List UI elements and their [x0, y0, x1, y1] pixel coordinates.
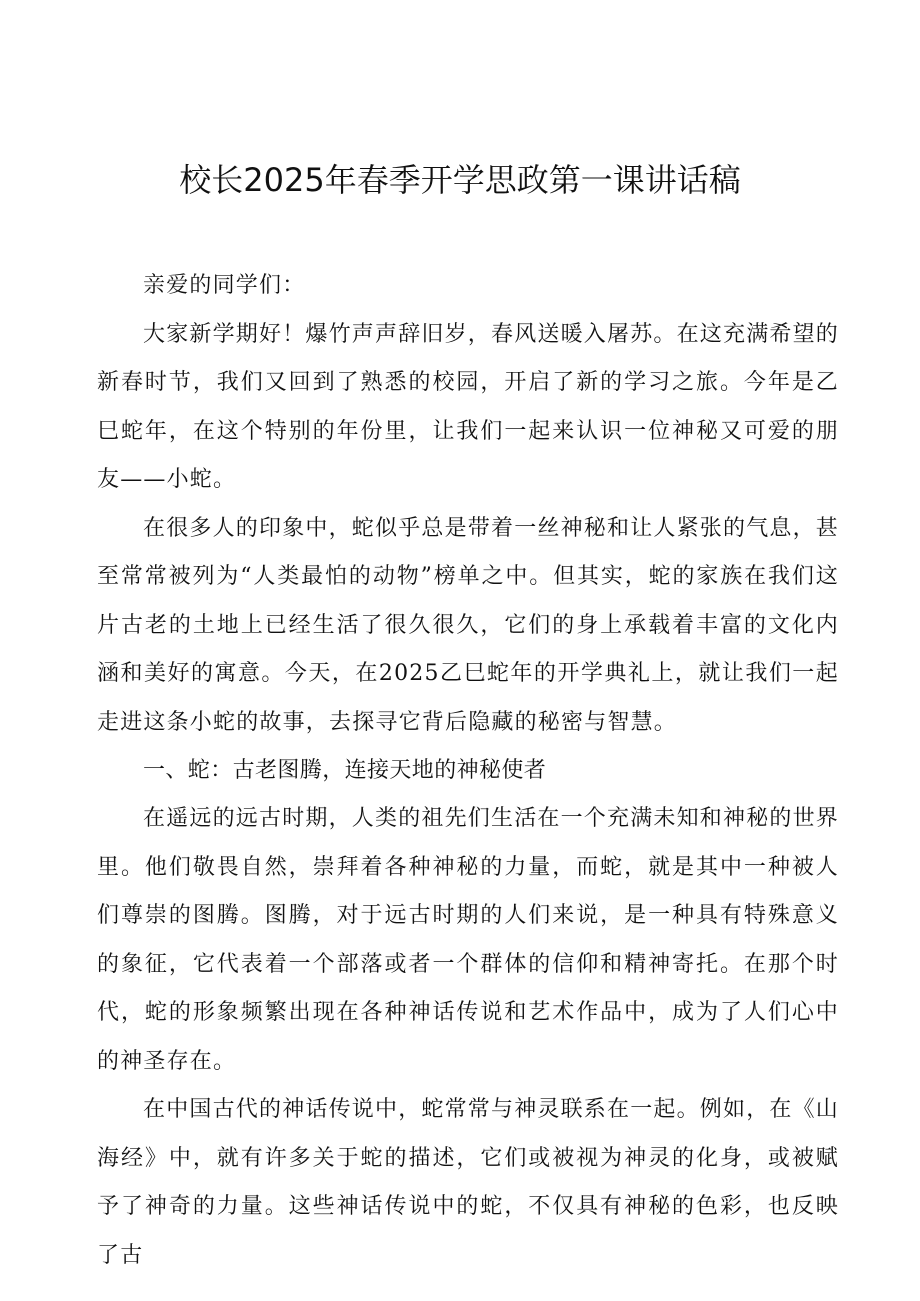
- section-heading: 一、蛇：古老图腾，连接天地的神秘使者: [143, 758, 547, 783]
- greeting: 亲爱的同学们：: [143, 273, 306, 298]
- paragraph-2: 在很多人的印象中，蛇似乎总是带着一丝神秘和让人紧张的气息，甚至常常被列为“人类最怕的动物”榜单之中。但其实，蛇的家族在我们这片古老的土地上已经生活了很久很久，它们的身上承载着丰富的文化内涵和美好的寓意。今天，在2025乙巳蛇年的开学典礼上，就让我们一起走进这条小蛇的故事，去探寻它背后隐藏的秘密与智慧。: [97, 515, 840, 735]
- paragraph-1: 大家新学期好！爆竹声声辞旧岁，春风送暖入屠苏。在这充满希望的新春时节，我们又回到了熟悉的校园，开启了新的学习之旅。今年是乙巳蛇年，在这个特别的年份里，让我们一起来认识一位神秘又可爱的朋友——小蛇。: [97, 321, 840, 492]
- document-body: [97, 262, 839, 1280]
- section-paragraph-2: 在中国古代的神话传说中，蛇常常与神灵联系在一起。例如，在《山海经》中，就有许多关于蛇的描述，它们或被视为神灵的化身，或被赋予了神奇的力量。这些神话传说中的蛇，不仅具有神秘的色彩，也反映了古: [97, 1097, 840, 1268]
- section-paragraph-1: 在遥远的远古时期，人类的祖先们生活在一个充满未知和神秘的世界里。他们敬畏自然，崇拜着各种神秘的力量，而蛇，就是其中一种被人们尊崇的图腾。图腾，对于远古时期的人们来说，是一种具有特殊意义的象征，它代表着一个部落或者一个群体的信仰和精神寄托。在那个时代，蛇的形象频繁出现在各种神话传说和艺术作品中，成为了人们心中的神圣存在。: [97, 806, 840, 1074]
- document-title: 校长2025年春季开学思政第一课讲话稿: [179, 161, 741, 199]
